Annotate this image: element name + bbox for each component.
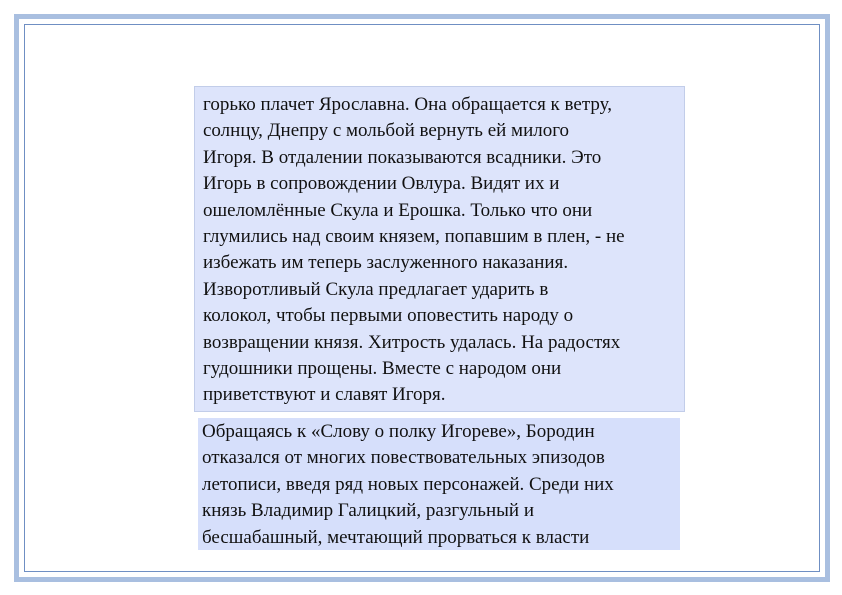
- synopsis-text-box: горько плачет Ярославна. Она обращается к ветру, солнцу, Днепру с мольбой вернуть ей милого Игоря. В отдалении показываются всадники. Это Игорь в сопровождении Овлура. Видят их и ошеломлённые Скула и Ерошка. Только что они глумились над своим князем, попавшим в плен, - не избежать им теперь заслуженного наказания. Изворотливый Скула предлагает ударить в колокол, чтобы первыми оповестить народу о возвращении князя. Хитрость удалась. На радостях гудошники прощены. Вместе с народом они приветствуют и славят Игоря.: [194, 86, 685, 412]
- commentary-text-box: Обращаясь к «Слову о полку Игореве», Бородин отказался от многих повествовательных эпизодов летописи, введя ряд новых персонажей. Среди них князь Владимир Галицкий, разгульный и бесшабашный, мечтающий прорваться к власти: [198, 418, 680, 550]
